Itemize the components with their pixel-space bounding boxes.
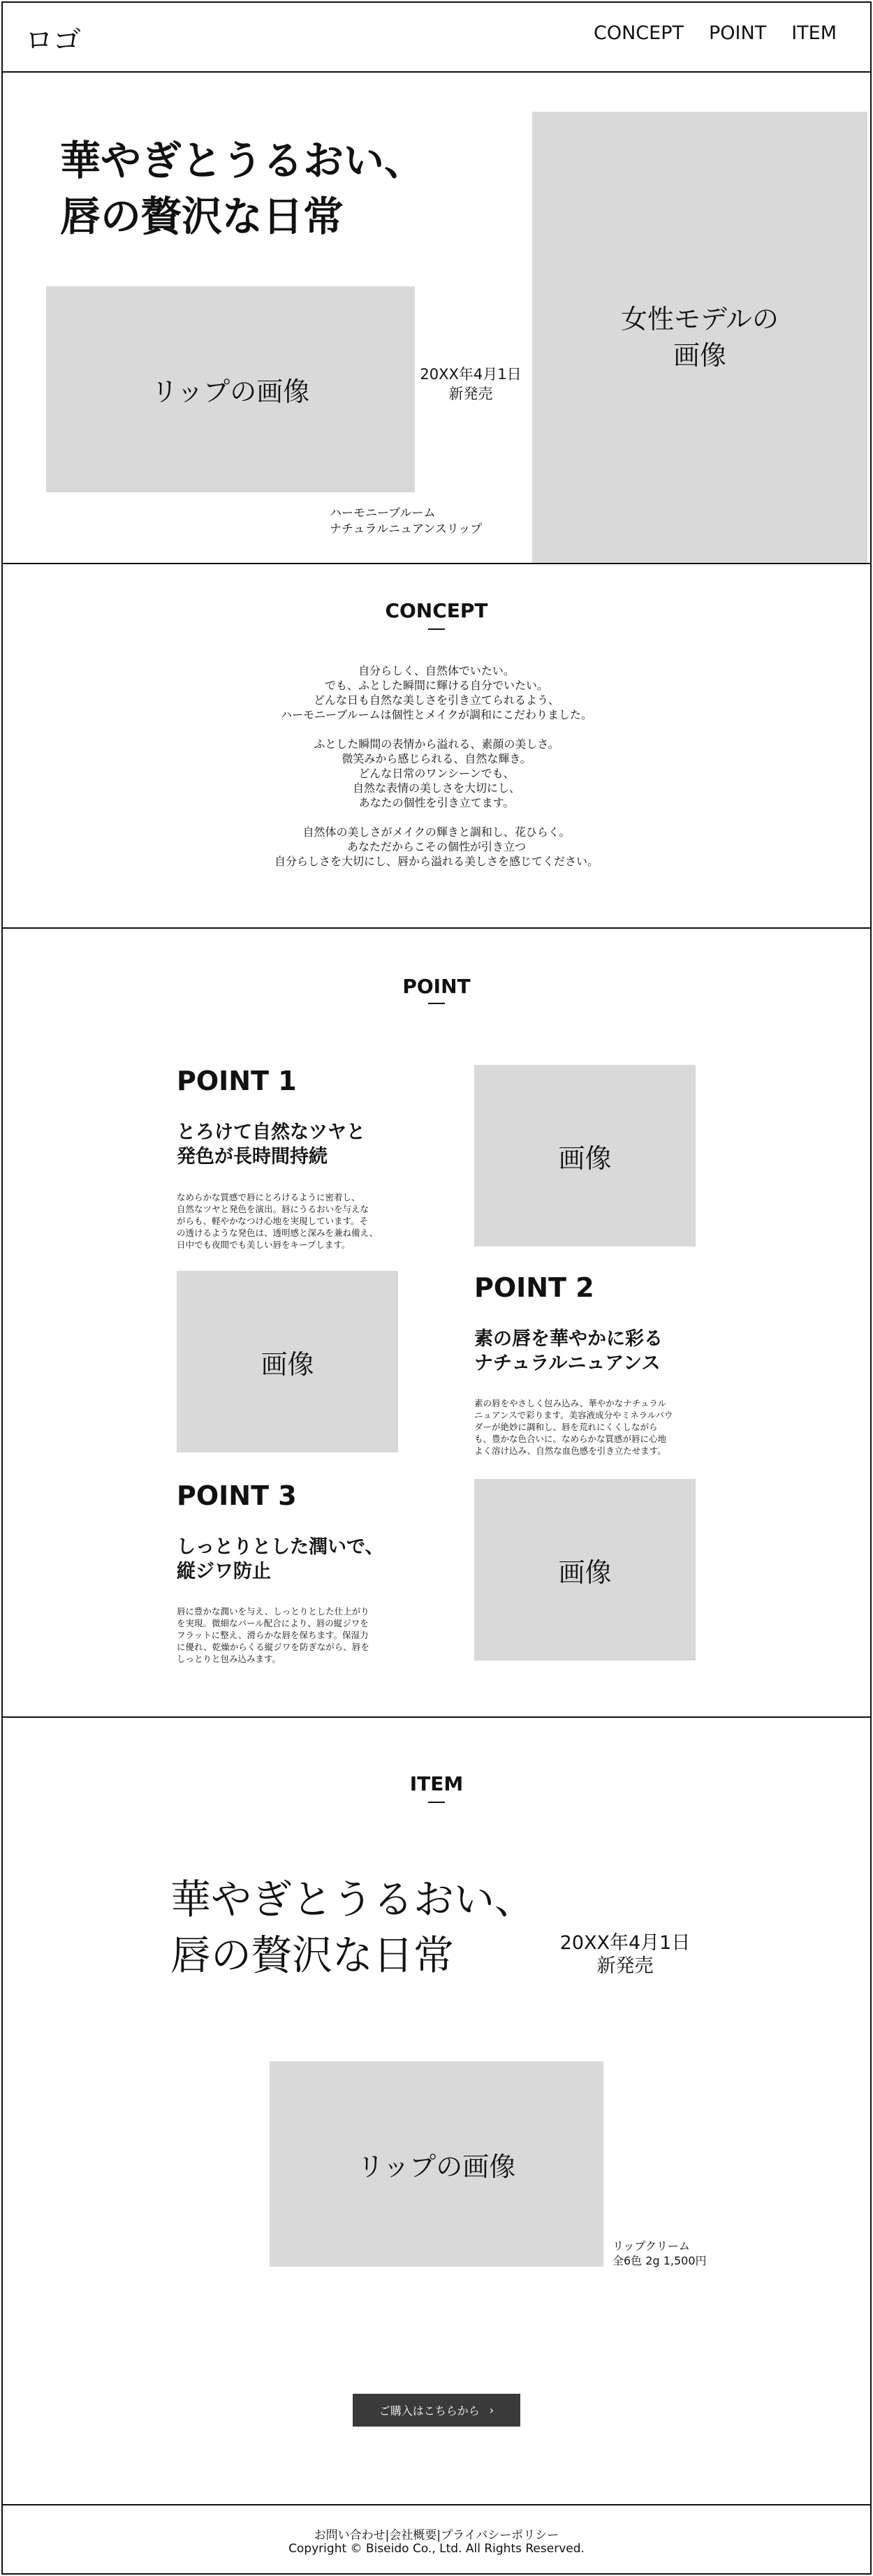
point-2-title: POINT 2 xyxy=(474,1272,594,1303)
nav-item-concept[interactable]: CONCEPT xyxy=(594,22,684,44)
point-1-image-label: 画像 xyxy=(558,1142,612,1174)
hero-product-name: ハーモニーブルーム ナチュラルニュアンスリップ xyxy=(330,506,483,536)
hero-lip-image-label: リップの画像 xyxy=(151,376,310,407)
item-title: 華やぎとうるおい、 唇の贅沢な日常 xyxy=(170,1876,536,1979)
point-2-subtitle: 素の唇を華やかに彩る ナチュラルニュアンス xyxy=(474,1328,663,1374)
point-2-image-label: 画像 xyxy=(261,1348,314,1380)
point-3-image-label: 画像 xyxy=(558,1556,612,1588)
hero-lip-image xyxy=(46,286,415,492)
point-heading: POINT xyxy=(402,975,471,998)
item-spec: リップクリーム 全6色 2g 1,500円 xyxy=(612,2239,707,2267)
chevron-right-icon: › xyxy=(489,2404,494,2417)
footer-copyright: Copyright © Biseido Co., Ltd. All Rights Reserved. xyxy=(288,2542,585,2556)
header-divider xyxy=(1,71,872,73)
global-nav xyxy=(594,22,837,44)
hero-model-image xyxy=(532,112,867,563)
point-3-title: POINT 3 xyxy=(177,1480,297,1511)
point-2-image xyxy=(177,1271,398,1452)
point-2-body: 素の唇をやさしく包み込み、華やかなナチュラル ニュアンスで彩ります。美容液成分やミネラルパウ ダーが絶妙に調和し、唇を荒れにくくしながら も、豊かな色合いに。なめらかな質感が唇に心地 よく溶け込み、自然な血色感を引き立たせます。 xyxy=(474,1398,673,1456)
footer-divider xyxy=(1,2504,872,2505)
concept-text: 自分らしく、自然体でいたい。 でも、ふとした瞬間に輝ける自分でいたい。 どんな日も自然な美しさを引き立てられるよう、 ハーモニーブルームは個性とメイクが調和にこだわりました。 ふとした瞬間の表情から溢れる、素顔の美しさ。 微笑みから感じられる、自然な輝き。 どんな日常のワンシーンでも、 自然な表情の美しさを大切にし、 あなたの個性を引き立てます。 自然体の美しさがメイクの輝きと調和し、花ひらく。 あなただからこその個性が引き立つ 自分らしさを大切にし、唇から溢れる美しさを感じてください。 xyxy=(274,664,599,868)
concept-heading: CONCEPT xyxy=(385,599,488,622)
buy-button-label: ご購入はこちらから xyxy=(379,2404,480,2417)
nav-item-point[interactable]: POINT xyxy=(709,22,767,44)
buy-button[interactable] xyxy=(353,2394,520,2427)
item-heading: ITEM xyxy=(409,1772,464,1795)
footer-links[interactable]: お問い合わせ|会社概要|プライバシーポリシー xyxy=(314,2529,559,2542)
concept-divider xyxy=(1,927,872,929)
site-logo[interactable]: ロゴ xyxy=(25,24,81,57)
item-release-date: 20XX年4月1日 新発売 xyxy=(559,1932,691,1977)
nav-item-item[interactable]: ITEM xyxy=(791,22,837,44)
hero-divider xyxy=(1,563,872,564)
concept-heading-underline xyxy=(428,628,445,630)
hero-model-image-label: 女性モデルの 画像 xyxy=(620,304,779,371)
point-1-subtitle: とろけて自然なツヤと 発色が長時間持続 xyxy=(177,1121,365,1168)
hero-release-date: 20XX年4月1日 新発売 xyxy=(420,366,522,402)
point-1-body: なめらかな質感で唇にとろけるように密着し、 自然なツヤと発色を演出。唇にうるおいを与えな がらも、軽やかなつけ心地を実現しています。そ の透けるような発色は、透明感と深みを兼ね備え、 日中でも夜間でも美しい唇をキープします。 xyxy=(177,1192,379,1250)
point-1-title: POINT 1 xyxy=(177,1066,297,1096)
point-3-subtitle: しっとりとした潤いで、 縦ジワ防止 xyxy=(177,1536,384,1582)
point-heading-underline xyxy=(428,1003,445,1004)
item-heading-underline xyxy=(428,1802,445,1803)
point-divider xyxy=(1,1716,872,1718)
point-3-image xyxy=(474,1479,696,1661)
point-3-body: 唇に豊かな潤いを与え、しっとりとした仕上がり を実現。微細なパール配合により、唇の縦ジワを フラットに整え、滑らかな唇を保ちます。保湿力 に優れ、乾燥からくる縦ジワを防ぎながら、唇を しっとりと包み込みます。 xyxy=(177,1606,369,1664)
item-lip-image-label: リップの画像 xyxy=(357,2151,516,2182)
point-1-image xyxy=(474,1065,696,1246)
item-lip-image xyxy=(270,2061,603,2267)
hero-title: 華やぎとうるおい、 唇の贅沢な日常 xyxy=(60,137,425,240)
